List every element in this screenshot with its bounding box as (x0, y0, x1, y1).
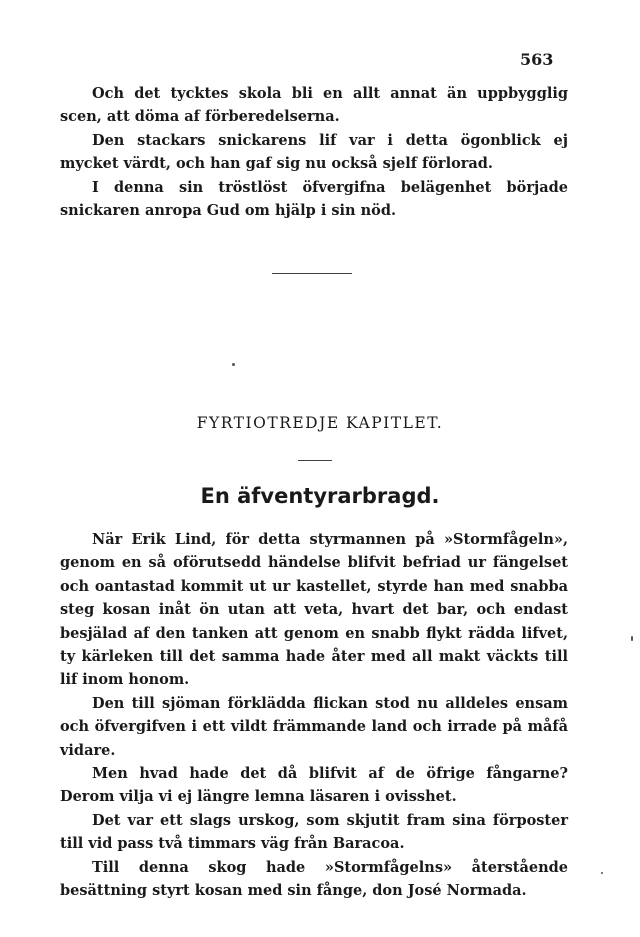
page-number: 563 (520, 50, 554, 69)
paragraph: Det var ett slags urskog, som skjutit fram sina förposter till vid pass två timmars väg från Baracoa. (60, 811, 568, 853)
paragraph: Och det tycktes skola bli en allt annat än uppbygglig scen, att döma af förberedelserna. (60, 85, 568, 126)
paragraph: I denna sin tröstlöst öfvergifna belägenhet började snickaren anropa Gud om hjälp i sin nöd. (60, 178, 568, 220)
heading-divider (298, 460, 332, 461)
print-speck (631, 636, 633, 641)
paragraph: När Erik Lind, för detta styrmannen på »Stormfågeln», genom en så oförutsedd händelse blifvit befriad ur fängelset och oantastad kommit ut ur kastellet, styrde han med snabba steg kosan inåt ön utan att veta, hvart det bar, och endast besjälad af den tanken att genom en snabb flykt rädda lifvet, ty kärleken till det samma hade åter med all makt väckts till lif inom honom. (60, 531, 568, 689)
paragraph: Den till sjöman förklädda flickan stod nu alldeles ensam och öfvergifven i ett vildt främmande land och irrade på måfå vidare. (60, 694, 568, 759)
print-speck (232, 363, 235, 366)
paragraph: Men hvad hade det då blifvit af de öfrige fångarne? Derom vilja vi ej längre lemna läsaren i ovisshet. (60, 765, 568, 806)
section-divider (272, 273, 352, 274)
chapter-heading: FYRTIOTREDJE KAPITLET. (196, 414, 444, 432)
paragraph: Den stackars snickarens lif var i detta ögonblick ej mycket värdt, och han gaf sig nu också sjelf förlorad. (60, 131, 568, 173)
chapter-title: En äfventyrarbragd. (200, 484, 440, 508)
top-text-section (60, 82, 568, 222)
print-speck (601, 872, 603, 874)
chapter-text-section (60, 528, 568, 903)
paragraph: Till denna skog hade »Stormfågelns» återstående besättning styrt kosan med sin fånge, don José Normada. (60, 858, 568, 900)
